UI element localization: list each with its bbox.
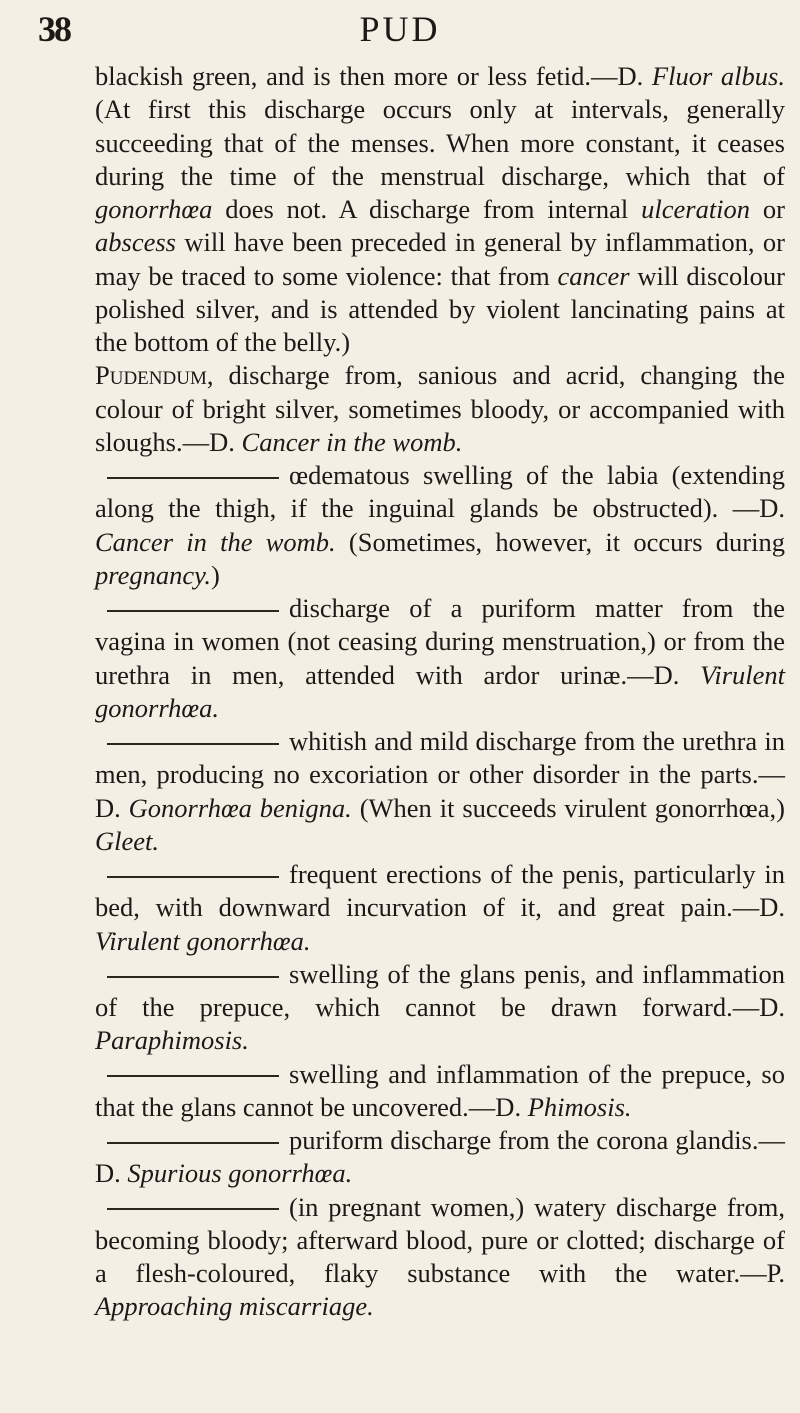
text-run: œdematous swelling of the labia (extending along the thigh, if the inguinal glands be obstructed). —D. (95, 460, 785, 524)
text-run: swelling of the glans penis, and inflammation of the prepuce, which cannot be drawn forward.—D. (95, 958, 785, 1022)
text-run: or (750, 194, 785, 224)
entry-paragraph (95, 1191, 785, 1324)
text-run: does not. A discharge from internal (212, 194, 642, 224)
text-run: whitish and mild discharge from the urethra in men, producing no excoriation or other disorder in the parts.—D. (95, 726, 785, 823)
entry-paragraph (95, 459, 785, 592)
entry-paragraph (95, 1124, 785, 1191)
italic-term: Fluor albus. (651, 61, 785, 91)
italic-term: Cancer in the womb. (95, 526, 336, 557)
italic-term: Paraphimosis. (95, 1025, 249, 1056)
entry-paragraph (95, 1058, 785, 1125)
text-run: frequent erections of the penis, particularly in bed, with downward incurvation of it, and great pain.—D. (95, 859, 785, 923)
ditto-dash (107, 743, 279, 745)
italic-term: Virulent gonorrhœa. (95, 659, 785, 723)
italic-term: Cancer in the womb. (241, 426, 463, 457)
entry-paragraph (95, 60, 785, 359)
italic-term: Virulent gonorrhœa. (95, 925, 311, 956)
italic-term: Spurious gonorrhœa. (127, 1158, 353, 1189)
italic-term: gonorrhœa (95, 194, 213, 224)
text-run: (in pregnant women,) watery discharge from, becoming bloody; afterward blood, pure or clotted; discharge of a flesh-coloured, flaky substance with the water.—P. (95, 1191, 785, 1288)
italic-term: Gleet. (95, 825, 160, 856)
ditto-dash (107, 1075, 279, 1077)
ditto-dash (107, 477, 279, 479)
entry-paragraph (95, 725, 785, 858)
text-run: swelling and inflammation of the prepuce, so that the glans cannot be uncovered.—D. (95, 1058, 785, 1122)
entry-paragraph (95, 858, 785, 958)
text-run: (When it succeeds virulent gonorrhœa,) (351, 792, 785, 823)
italic-term: ulceration (641, 194, 751, 224)
italic-term: cancer (557, 260, 630, 291)
text-run: blackish green, and is then more or less fetid.—D. (95, 61, 652, 91)
entry-paragraph (95, 359, 785, 459)
text-run: (At first this discharge occurs only at intervals, generally succeeding that of the menses. When more constant, it ceases during the time of the menstrual discharge, which that of (95, 94, 785, 191)
italic-term: Phimosis. (527, 1091, 632, 1122)
running-head: PUD (359, 9, 441, 49)
ditto-dash (107, 876, 279, 878)
italic-term: Approaching miscarriage. (95, 1291, 374, 1322)
ditto-dash (107, 976, 279, 978)
text-run: discharge of a puriform matter from the vagina in women (not ceasing during menstruation,) or from the urethra in men, attended with ardor urinæ.—D. (95, 593, 785, 690)
ditto-dash (107, 1142, 279, 1144)
ditto-dash (107, 1208, 279, 1210)
text-run: (Sometimes, however, it occurs during (335, 526, 785, 557)
text-run: , discharge from, sanious and acrid, changing the colour of bright silver, sometimes bloody, or accompanied with sloughs.—D. (95, 360, 785, 457)
entry-paragraph (95, 592, 785, 725)
italic-term: abscess (95, 227, 176, 258)
text-run: puriform discharge from the corona glandis.—D. (95, 1125, 785, 1189)
text-run: ) (211, 559, 220, 590)
page-header (38, 8, 762, 58)
entry-paragraph (95, 958, 785, 1058)
text-run: will have been preceded in general by inflammation, or may be traced to some violence: that from (95, 227, 785, 291)
italic-term: pregnancy. (95, 559, 212, 590)
italic-term: Gonorrhœa benigna. (128, 792, 352, 823)
text-run: will discolour polished silver, and is attended by violent lancinating pains at the bottom of the belly.) (95, 260, 785, 357)
page-number: 38 (38, 9, 70, 49)
ditto-dash (107, 610, 279, 612)
headword: Pudendum (95, 360, 207, 391)
body-text (95, 60, 785, 1324)
